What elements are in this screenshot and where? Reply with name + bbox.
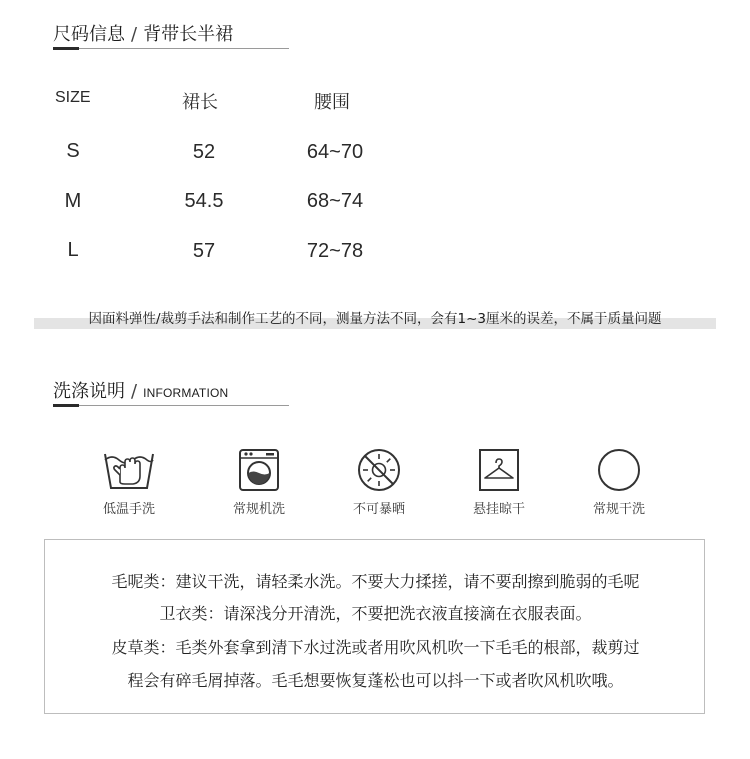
care-line-wool: 毛呢类：建议干洗，请轻柔水洗。不要大力揉搓，请不要刮擦到脆弱的毛呢 [111, 572, 640, 591]
care-section-title [53, 377, 228, 403]
care-item-machine-wash [224, 448, 294, 517]
size-section-subtitle: 背带长半裙 [143, 24, 234, 45]
care-section-subtitle: INFORMATION [143, 386, 229, 400]
row-l-length: 57 [192, 240, 216, 262]
care-section-accent [53, 404, 79, 407]
row-l-size: L [67, 239, 79, 261]
care-section-title-text: 洗涤说明 [53, 381, 125, 402]
header-size: SIZE [55, 89, 91, 106]
hand-wash-label: 低温手洗 [102, 502, 155, 517]
hang-dry-icon [464, 448, 534, 492]
title-slash: / [131, 24, 138, 45]
row-m-waist: 68~74 [306, 190, 364, 212]
size-section-title-text: 尺码信息 [53, 24, 125, 45]
care-item-hand-wash [94, 448, 164, 517]
washing-machine-icon [224, 448, 294, 492]
no-sun-icon [344, 448, 414, 492]
care-section-divider [53, 405, 289, 406]
row-m-size: M [64, 190, 82, 212]
row-l-waist: 72~78 [306, 240, 364, 262]
size-section-divider [53, 48, 289, 49]
care-line-hoodie: 卫衣类：请深浅分开清洗，不要把洗衣液直接滴在衣服表面。 [159, 604, 592, 623]
row-s-size: S [66, 140, 80, 162]
care-item-hang-dry [464, 448, 534, 517]
size-section-title [53, 20, 233, 46]
care-item-dry-clean [584, 448, 654, 517]
care-item-no-sun [344, 448, 414, 517]
hand-wash-icon [94, 448, 164, 492]
row-m-length: 54.5 [184, 190, 224, 212]
header-waist: 腰围 [314, 92, 350, 113]
dry-clean-label: 常规干洗 [592, 502, 645, 517]
title-slash: / [131, 381, 138, 402]
row-s-waist: 64~70 [306, 141, 364, 163]
size-section-accent [53, 47, 79, 50]
care-instructions-box [44, 539, 705, 714]
row-s-length: 52 [192, 141, 216, 163]
hang-dry-label: 悬挂晾干 [472, 502, 525, 517]
care-line-fur-2: 程会有碎毛屑掉落。毛毛想要恢复蓬松也可以抖一下或者吹风机吹哦。 [127, 671, 624, 690]
care-line-fur-1: 皮草类：毛类外套拿到清下水过洗或者用吹风机吹一下毛毛的根部，裁剪过 [111, 638, 640, 657]
dry-clean-icon [584, 448, 654, 492]
no-sun-label: 不可暴晒 [352, 502, 405, 517]
header-length: 裙长 [182, 92, 218, 113]
machine-wash-label: 常规机洗 [232, 502, 285, 517]
measurement-note: 因面料弹性/裁剪手法和制作工艺的不同，测量方法不同，会有1~3厘米的误差，不属于质量问题 [88, 311, 662, 327]
